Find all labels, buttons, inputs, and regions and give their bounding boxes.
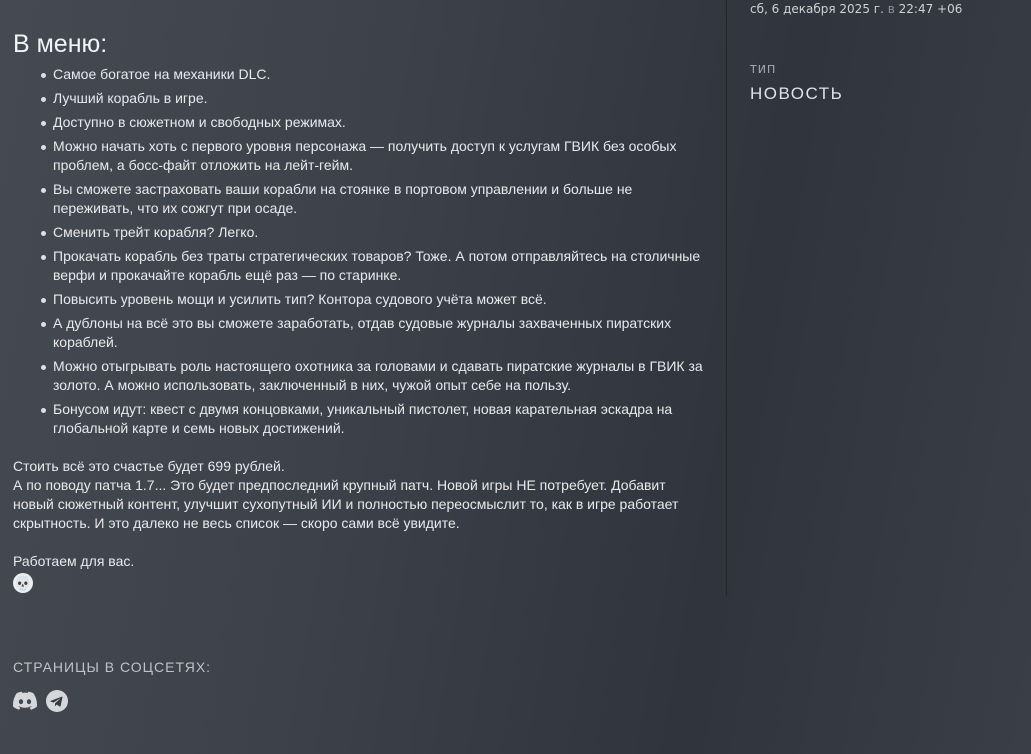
menu-heading: В меню:	[13, 30, 108, 58]
type-value[interactable]: НОВОСТЬ	[750, 84, 844, 103]
list-item: Можно начать хоть с первого уровня персонажа — получить доступ к услугам ГВИК без особых проблем, а босс-файт отложить на лейт-гейм.	[53, 137, 703, 175]
post-date	[750, 1, 1020, 17]
telegram-icon[interactable]	[45, 689, 69, 713]
list-item: Прокачать корабль без траты стратегических товаров? Тоже. А потом отправляйтесь на столичные верфи и прокачайте корабль ещё раз — по старинке.	[53, 247, 703, 285]
list-item: Вы сможете застраховать ваши корабли на стоянке в портовом управлении и больше не переживать, что их сожгут при осаде.	[53, 180, 703, 218]
post-meta	[750, 0, 1020, 104]
date-text: сб, 6 декабря 2025 г.	[750, 2, 884, 16]
discord-icon[interactable]	[13, 689, 37, 713]
list-item: Лучший корабль в игре.	[53, 89, 703, 108]
list-item: А дублоны на всё это вы сможете заработать, отдав судовые журналы захваченных пиратских кораблей.	[53, 314, 703, 352]
skull-icon: 💀	[13, 573, 33, 593]
features-list	[13, 65, 703, 438]
price-text: Стоить всё это счастье будет 699 рублей.	[13, 458, 285, 474]
social-icons	[13, 689, 211, 713]
date-separator: в	[887, 2, 895, 16]
news-content	[13, 28, 703, 593]
list-item: Самое богатое на механики DLC.	[53, 65, 703, 84]
patch-text: А по поводу патча 1.7... Это будет предпоследний крупный патч. Новой игры НЕ потребует. Добавит новый сюжетный контент, улучшит сухопутный ИИ и полностью переосмыслит то, как в игре работает скрытность. И это далеко не весь список — скоро сами всё увидите.	[13, 477, 679, 531]
time-text: 22:47 +06	[898, 2, 963, 16]
column-divider	[726, 0, 727, 596]
list-item: Доступно в сюжетном и свободных режимах.	[53, 113, 703, 132]
list-item: Повысить уровень мощи и усилить тип? Контора судового учёта может всё.	[53, 290, 703, 309]
social-section	[13, 659, 211, 713]
type-label: ТИП	[750, 63, 777, 76]
list-item: Сменить трейт корабля? Легко.	[53, 223, 703, 242]
list-item: Можно отыгрывать роль настоящего охотника за головами и сдавать пиратские журналы в ГВИК за золото. А можно использовать, заключенный в них, чужой опыт себе на пользу.	[53, 358, 703, 393]
list-item: Бонусом идут: квест с двумя концовками, уникальный пистолет, новая карательная эскадра на глобальной карте и семь новых достижений.	[53, 400, 703, 438]
social-title: СТРАНИЦЫ В СОЦСЕТЯХ:	[13, 659, 212, 675]
signoff-text: Работаем для вас.	[13, 553, 135, 569]
